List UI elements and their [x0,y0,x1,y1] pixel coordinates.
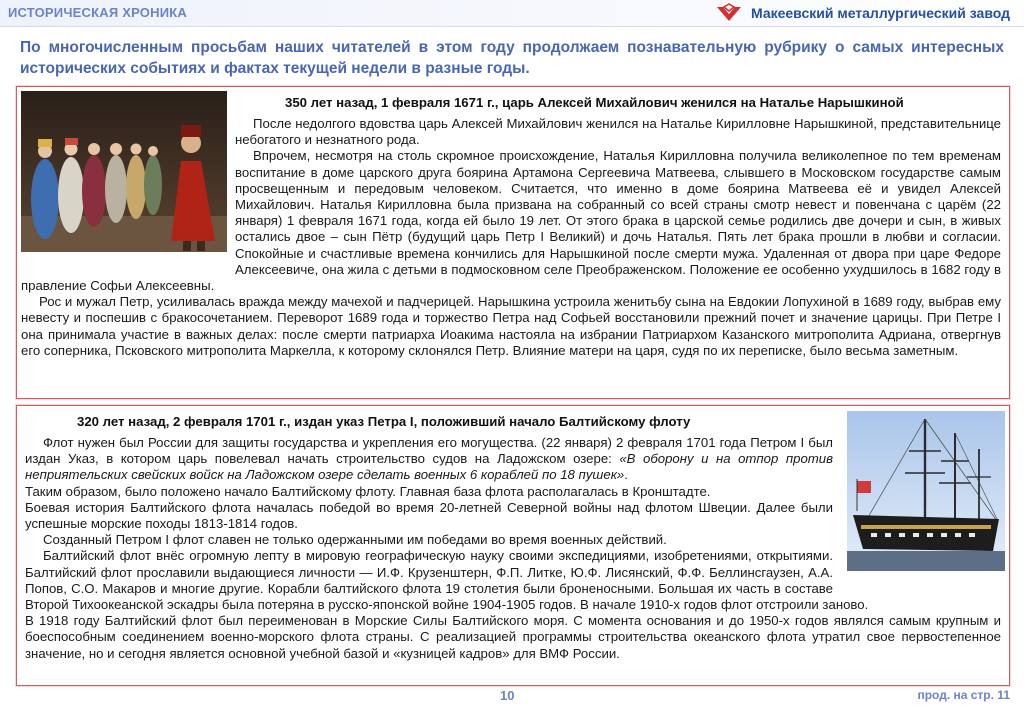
article-2-paragraph: Боевая история Балтийского флота началась победой во время 20-летней Северной войны над флотом Швеции. Далее были успешные морские походы 1813-1814 годов. [25,499,833,532]
article-2-paragraph: Таким образом, было положено начало Балтийскому флоту. Главная база флота располагалась в Кронштадте. [25,483,711,499]
article-2-title: 320 лет назад, 2 февраля 1701 г., издан указ Петра I, положивший начало Балтийскому флоту [77,414,691,429]
article-1-body [21,116,1001,359]
page-number: 10 [500,688,515,703]
article-2-paragraph: Балтийский флот внёс огромную лепту в мировую географическую науку своими экспедициями, изобретениями, открытиями. Балтийский флот прославили выдающиеся личности — И.Ф. Крузенштерн, Ф.П. Литке, Ю.Ф. Лисянский, Ф.Ф. Беллинсгаузен, А.А. Попов, С.О. Макаров и многие другие. Корабли балтийского флота 19 столетия были броненосными. Большая их часть в составе Второй Тихоокеанской эскадры была потеряна в русско-японской войне 1904-1905 годов. В начале 1910-х годов флот отстроили заново. [25,548,869,613]
continued-note: прод. на стр. 11 [917,688,1010,702]
article-box-2 [16,405,1010,686]
mmk-logo-icon [715,3,743,23]
intro-text: По многочисленным просьбам наших читателей в этом году продолжаем познавательную рубрику о самых интересных исторических событиях и фактах текущей недели в разные годы. [20,39,1004,77]
article-box-1 [16,86,1010,399]
article-2-body [25,435,1001,662]
article-2-paragraph: В 1918 году Балтийский флот был переименован в Морские Силы Балтийского моря. С момента основания и до 1950-х годов являлся самым крупным и боеспособным соединением военно-морского флота страны. С реализацией программы строительства океанского флота утратил свое первостепенное значение, но и сегодня является основной учебной базой и «кузницей кадров» для ВМФ России. [25,613,1001,661]
article-1-paragraph: После недолгого вдовства царь Алексей Михайлович женился на Наталье Кирилловне Нарышкиной, представительнице небогатого и незнатного рода. [235,116,1001,148]
brand [715,3,1010,23]
decree-quote: «В оборону и на отпор против неприятельских свейских войск на Ладожском озере сделать военных 6 кораблей по 18 пушек» [25,451,833,483]
article-1-title: 350 лет назад, 1 февраля 1671 г., царь Алексей Михайлович женился на Наталье Нарышкиной [285,95,904,110]
article-2-paragraph: Флот нужен был России для защиты государства и укрепления его могущества. (22 января) 2 февраля 1701 года Петром I был издан Указ, в котором царь повелевал начать строительство судов на Ладожском озере: «В оборону и на отпор против неприятельских свейских войск на Ладожском озере сделать военных 6 кораблей по 18 пушек». [25,435,833,483]
article-1-paragraph: Впрочем, несмотря на столь скромное происхождение, Наталья Кирилловна получила великолепное по тем временам воспитание в доме царского друга боярина Артамона Сергеевича Матвеева, слывшего в Московском государстве самым просвещенным и передовым человеком. Считается, что именно в доме боярина Матвеева её и увидел Алексей Михайлович. Наталья Кирилловна была призвана на собранный со всей страны смотр невест и повенчана с царём (22 января) 1 февраля 1671 года, когда ей было 19 лет. От этого брака в царской семье родились две дочери и сын, в живых остались двое – сын Пётр (будущий царь Петр I Великий) и дочь Наталья. Пять лет брака прошли в любви и согласии. Спокойные и счастливые времена кончились для Нарышкиной после смерти мужа. Удаленная от двора при царе Федоре Алексеевиче, она жила с детьми в подмосковном селе Преображенском. Положение ее особенно ухудшилось в 1682 году в правление Софьи Алексеевны. [21,148,1001,294]
article-1-paragraph: Рос и мужал Петр, усиливалась вражда между мачехой и падчерицей. Нарышкина устроила женитьбу сына на Евдокии Лопухиной в 1689 году, выбрав ему невесту и поспешив с бракосочетанием. Переворот 1689 года и торжество Петра над Софьей восстановили прежний почет и значение царицы. При Петре I она принимала участие в важных делах: после смерти патриарха Иоакима настояла на избрании Патриархом Казанского митрополита Адриана, отвергнув его соперника, Псковского митрополита Маркелла, к которому склонялся Петр. Влияние матери на царя, судя по их переписке, было весьма заметным. [21,294,1001,358]
article-2-paragraph: Созданный Петром I флот славен не только одержанными им победами во время военных действий. [43,532,667,548]
header-bar [0,0,1024,27]
section-tag: ИСТОРИЧЕСКАЯ ХРОНИКА [8,5,187,20]
brand-name: Макеевский металлургический завод [750,5,1010,21]
